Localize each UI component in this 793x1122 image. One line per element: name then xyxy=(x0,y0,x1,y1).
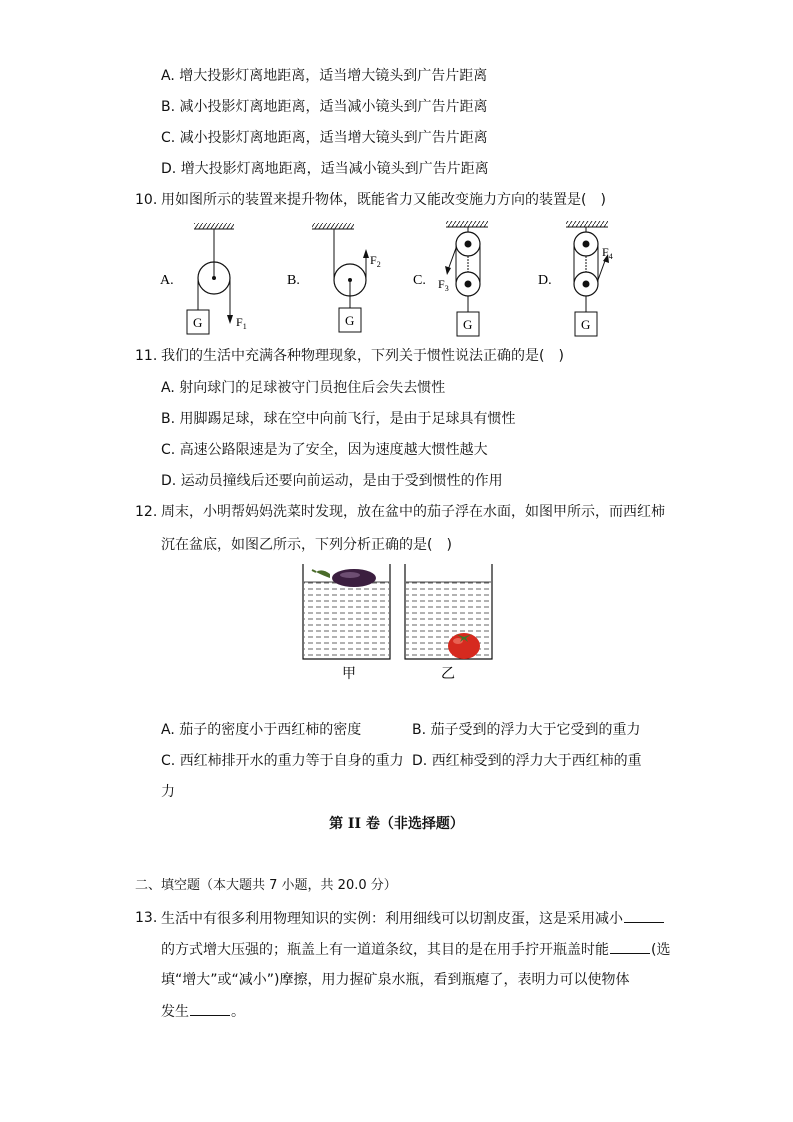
basin-yi xyxy=(405,564,492,659)
fig-d-weight: G xyxy=(581,317,591,332)
pulley-a xyxy=(160,223,247,334)
q12-stem-line1: 周末，小明帮妈妈洗菜时发现，放在盆中的茄子浮在水面，如图甲所示，而西红柿 xyxy=(161,504,665,520)
q13-number: 13. xyxy=(135,910,158,926)
part2-heading: 二、填空题（本大题共 7 小题，共 20.0 分） xyxy=(135,878,397,893)
q11-stem: 我们的生活中充满各种物理现象，下列关于惯性说法正确的是( ) xyxy=(161,348,564,364)
pulley-b xyxy=(287,223,381,332)
q11-option-d: D. 运动员撞线后还要向前运动，是由于受到惯性的作用 xyxy=(161,473,503,489)
q9-option-d: D. 增大投影灯离地距离，适当减小镜头到广告片距离 xyxy=(161,161,489,177)
q10-number: 10. xyxy=(135,192,158,208)
q9-option-b: B. 减小投影灯离地距离，适当减小镜头到广告片距离 xyxy=(161,99,488,115)
q10-pulley-figure xyxy=(150,218,630,340)
tomato-icon xyxy=(448,633,480,659)
q12-stem-line2: 沉在盆底，如图乙所示，下列分析正确的是( ) xyxy=(161,537,452,553)
fig-b-weight: G xyxy=(345,313,355,328)
q11-option-b: B. 用脚踢足球，球在空中向前飞行，是由于足球具有惯性 xyxy=(161,411,516,427)
q13-blank-2[interactable] xyxy=(610,939,650,954)
fig-d-force: $F_4$ xyxy=(602,245,613,261)
q13-blank-1[interactable] xyxy=(624,908,664,923)
q11-option-a: A. 射向球门的足球被守门员抱住后会失去惯性 xyxy=(161,380,446,396)
q12-option-d-wrap: 力 xyxy=(161,784,175,800)
fig-a-letter: A. xyxy=(160,273,174,288)
basin-jia xyxy=(303,564,390,659)
q9-option-c: C. 减小投影灯离地距离，适当增大镜头到广告片距离 xyxy=(161,130,488,146)
q12-option-c: C. 西红柿排开水的重力等于自身的重力 xyxy=(161,753,404,769)
q12-basins-figure xyxy=(300,562,500,688)
q13-line3: 填“增大”或“减小”)摩擦，用力握矿泉水瓶，看到瓶瘪了，表明力可以使物体 xyxy=(161,972,630,988)
q10-stem: 用如图所示的装置来提升物体，既能省力又能改变施力方向的装置是( ) xyxy=(161,192,606,208)
fig-b-letter: B. xyxy=(287,273,300,288)
fig-d-letter: D. xyxy=(538,273,552,288)
fig-b-force: $F_2$ xyxy=(370,253,381,269)
fig-c-weight: G xyxy=(463,317,473,332)
q13-blank-3[interactable] xyxy=(190,1001,230,1016)
q13-line1: 生活中有很多利用物理知识的实例：利用细线可以切割皮蛋，这是采用减小 xyxy=(161,908,665,929)
label-jia: 甲 xyxy=(342,667,356,682)
q9-option-a: A. 增大投影灯离地距离，适当增大镜头到广告片距离 xyxy=(161,68,488,84)
q12-option-a: A. 茄子的密度小于西红柿的密度 xyxy=(161,722,362,738)
q11-number: 11. xyxy=(135,348,158,364)
fig-a-weight: G xyxy=(193,315,203,330)
q12-option-b: B. 茄子受到的浮力大于它受到的重力 xyxy=(412,722,641,738)
fig-c-letter: C. xyxy=(413,273,426,288)
fig-c-force: $F_3$ xyxy=(438,277,449,293)
q13-line2: 的方式增大压强的；瓶盖上有一道道条纹，其目的是在用手拧开瓶盖时能 (选 xyxy=(161,939,670,960)
q13-line4: 发生 。 xyxy=(161,1001,245,1022)
label-yi: 乙 xyxy=(441,667,455,682)
pulley-d xyxy=(538,221,613,336)
q12-number: 12. xyxy=(135,504,158,520)
pulley-c xyxy=(413,221,488,336)
q12-option-d: D. 西红柿受到的浮力大于西红柿的重 xyxy=(412,753,642,769)
section2-title: 第 II 卷（非选择题） xyxy=(329,816,464,832)
q11-option-c: C. 高速公路限速是为了安全，因为速度越大惯性越大 xyxy=(161,442,488,458)
fig-a-force: $F_1$ xyxy=(236,315,247,331)
